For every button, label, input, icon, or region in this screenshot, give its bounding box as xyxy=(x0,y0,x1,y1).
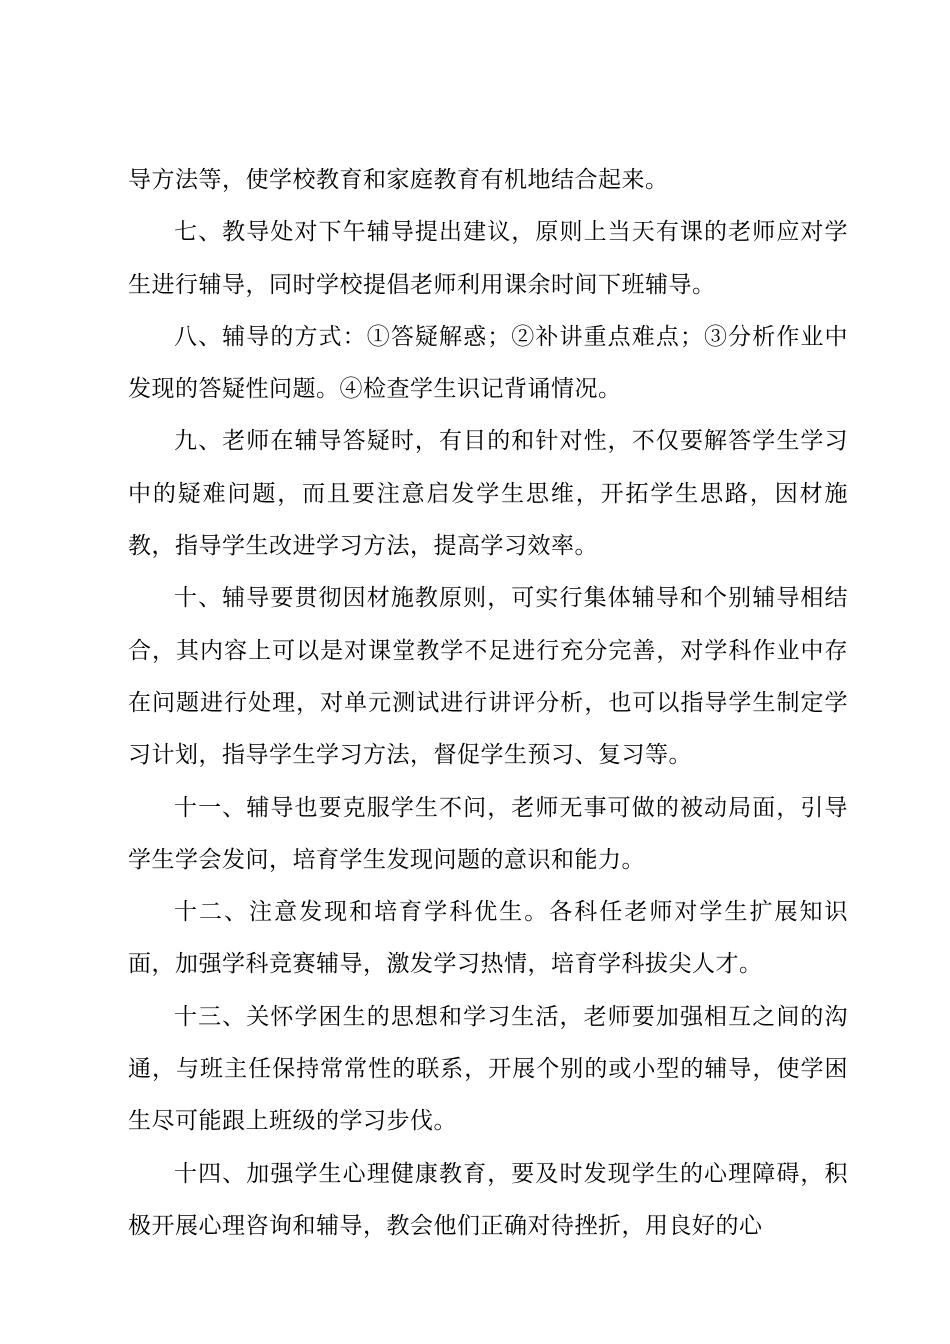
paragraph-item-12: 十二、注意发现和培育学科优生。各科任老师对学生扩展知识面，加强学科竞赛辅导，激发学习热情，培育学科拔尖人才。 xyxy=(128,899,848,978)
paragraph-item-9: 九、老师在辅导答疑时，有目的和针对性，不仅要解答学生学习中的疑难问题，而且要注意启发学生思维，开拓学生思路，因材施教，指导学生改进学习方法，提高学习效率。 xyxy=(128,428,848,560)
paragraph-continuation: 导方法等，使学校教育和家庭教育有机地结合起来。 xyxy=(128,167,669,193)
paragraph-item-13: 十三、关怀学困生的思想和学习生活，老师要加强相互之间的沟通，与班主任保持常常性的联系，开展个别的或小型的辅导，使学困生尽可能跟上班级的学习步伐。 xyxy=(128,1003,848,1135)
document-body xyxy=(128,154,848,1252)
paragraph-item-8: 八、辅导的方式：①答疑解惑；②补讲重点难点；③分析作业中发现的答疑性问题。④检查学生识记背诵情况。 xyxy=(128,323,848,403)
paragraph-item-7: 七、教导处对下午辅导提出建议，原则上当天有课的老师应对学生进行辅导，同时学校提倡老师利用课余时间下班辅导。 xyxy=(128,219,848,298)
paragraph-item-14: 十四、加强学生心理健康教育，要及时发现学生的心理障碍，积极开展心理咨询和辅导，教会他们正确对待挫折，用良好的心 xyxy=(128,1160,848,1239)
paragraph-item-10: 十、辅导要贯彻因材施教原则，可实行集体辅导和个别辅导相结合，其内容上可以是对课堂教学不足进行充分完善，对学科作业中存在问题进行处理，对单元测试进行讲评分析，也可以指导学生制定学习计划，指导学生学习方法，督促学生预习、复习等。 xyxy=(128,585,848,769)
paragraph-item-11: 十一、辅导也要克服学生不问，老师无事可做的被动局面，引导学生学会发问，培育学生发现问题的意识和能力。 xyxy=(128,794,848,873)
